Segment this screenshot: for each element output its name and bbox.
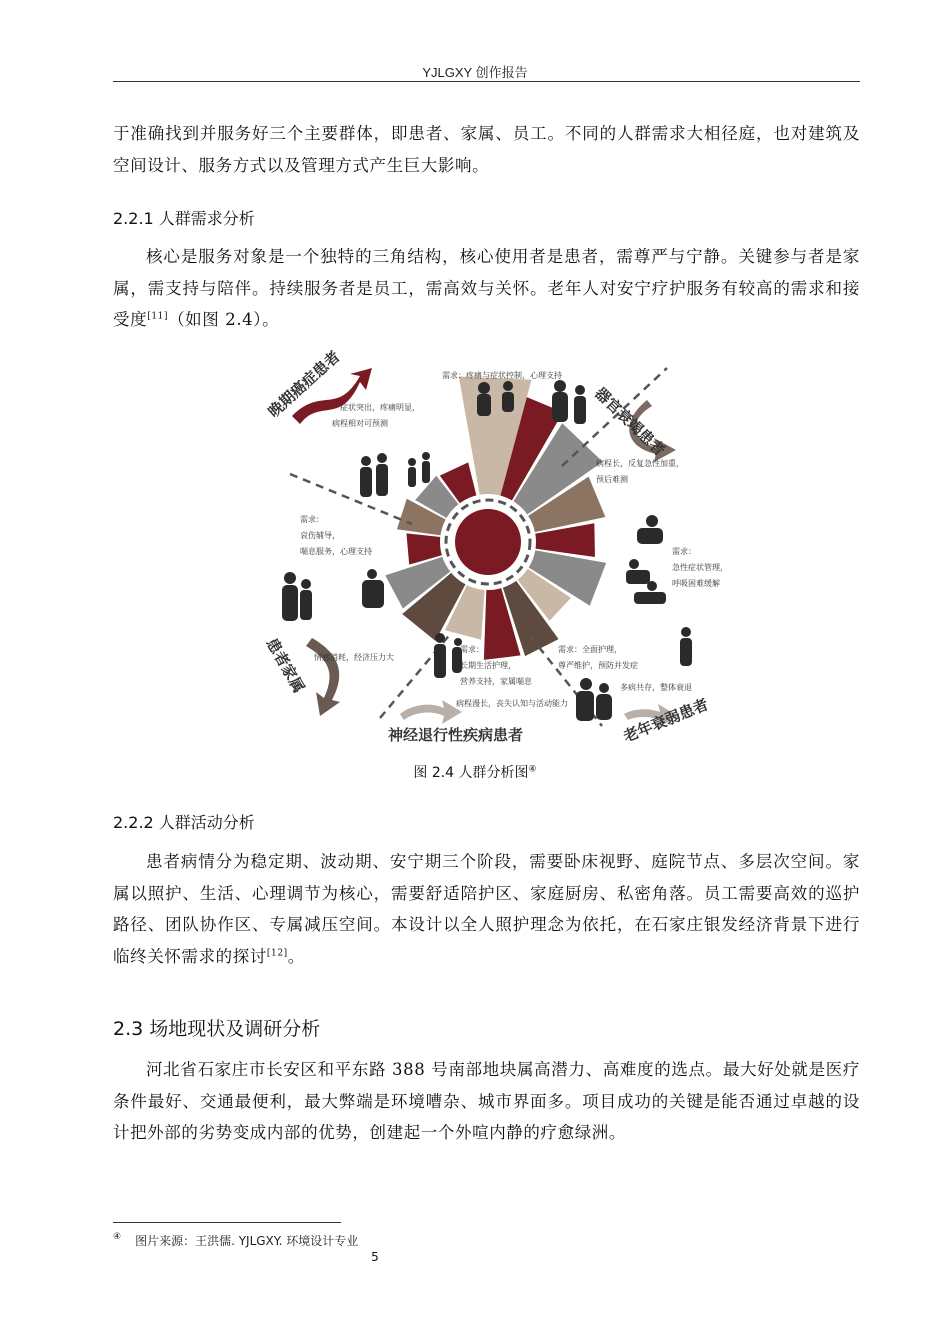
need-neuro-1: 长期生活护理， [460,661,516,670]
family-arrow-icon [306,638,340,716]
organ-course-1: 病程长，反复急性加重， [596,459,684,468]
symptom-left-2: 病程相对可预测 [332,419,388,428]
footnote-mark: ④ [113,1232,122,1242]
heading-2-2-2: 2.2.2 人群活动分析 [113,813,255,832]
paragraph-2-2-1-body: 核心是服务对象是一个独特的三角结构，核心使用者是患者，需尊严与宁静。关键参与者是家属，需支持与陪伴。持续服务者是员工，需高效与关怀。老年人对安宁疗护服务有较高的需求和接受度 [113,247,860,329]
label-organ-failure: 器官衰竭患者 [591,383,669,460]
people-right-icon [626,515,666,604]
need-left-0: 需求： [300,515,324,524]
hub-core [455,509,521,575]
heading-2-3: 2.3 场地现状及调研分析 [113,1018,321,1040]
need-neuro-0: 需求： [460,645,484,654]
page-header-title: YJLGXY 创作报告 [422,65,528,80]
need-right-1: 急性症状管理， [672,563,728,572]
need-left-1: 哀伤辅导， [300,531,340,540]
heading-2-2-1: 2.2.1 人群需求分析 [113,209,255,228]
family-desc: 情感消耗，经济压力大 [314,653,394,662]
label-neuro: 神经退行性疾病患者 [388,726,524,744]
need-right-0: 需求： [672,547,696,556]
need-left-2: 喘息服务，心理支持 [300,547,372,556]
organ-course-2: 预后难测 [596,475,628,484]
need-elder-2: 尊严维护，预防并发症 [558,661,638,670]
figure-caption [0,762,950,782]
page-number: 5 [371,1250,379,1264]
need-elder-1: 需求：全面护理， [558,645,622,654]
label-elderly: 老年衰弱患者 [620,695,711,746]
paragraph-2-2-1-tail: （如图 2.4）。 [168,310,280,329]
need-right-2: 呼吸困难缓解 [672,579,720,588]
need-top: 需求：疼痛与症状控制，心理支持 [442,371,562,380]
paragraph-2-2-2-tail: 。 [287,946,305,966]
paragraph-2-2-2 [113,846,860,972]
need-neuro-2: 营养支持，家属喘息 [460,677,532,686]
neuro-course: 病程漫长，丧失认知与活动能力 [456,699,568,708]
paragraph-2-2-2-body: 患者病情分为稳定期、波动期、安宁期三个阶段，需要卧床视野、庭院节点、多层次空间。家属以照护、生活、心理调节为核心，需要舒适陪护区、家庭厨房、私密角落。员工需要高效的巡护路径、团队协作区、专属减压空间。本设计以全人照护理念为依托，在石家庄银发经济背景下进行临终关怀需求的探讨 [113,852,860,966]
people-family-icon [282,569,384,621]
footnote-text: 图片来源：王洪儒. YJLGXY. 环境设计专业 [135,1234,359,1248]
people-neuro-icon [434,633,462,678]
footnote-rule [113,1222,341,1223]
people-left-walkers-icon [360,452,430,497]
intro-text: 于准确找到并服务好三个主要群体，即患者、家属、员工。不同的人群需求大相径庭，也对建筑及空间设计、服务方式以及管理方式产生巨大影响。 [113,124,860,175]
citation-12: [12] [266,948,288,958]
paragraph-2-3-body: 河北省石家庄市长安区和平东路 388 号南部地块属高潜力、高难度的选点。最大好处就是医疗条件最好、交通最便利，最大弊端是环境嘈杂、城市界面多。项目成功的关键是能否通过卓越的设计把外部的劣势变成内部的优势，创建起一个外喧内静的疗愈绿洲。 [113,1060,860,1142]
label-family: 患者家属 [262,635,309,696]
symptom-left-1: 症状突出，疼痛明显， [340,403,420,412]
header-rule [113,81,860,82]
figure-caption-mark: ④ [528,764,537,775]
neuro-arrow-icon [400,700,462,724]
paragraph-2-3 [113,1054,860,1149]
citation-11: [11] [147,311,169,322]
crowd-analysis-figure [262,346,728,748]
footnote [113,1232,358,1249]
figure-caption-text: 图 2.4 人群分析图 [413,765,529,781]
elder-desc: 多病共存，整体衰退 [620,683,692,692]
intro-paragraph [113,118,860,181]
paragraph-2-2-1 [113,241,860,336]
label-late-cancer: 晚期癌症患者 [264,347,344,421]
